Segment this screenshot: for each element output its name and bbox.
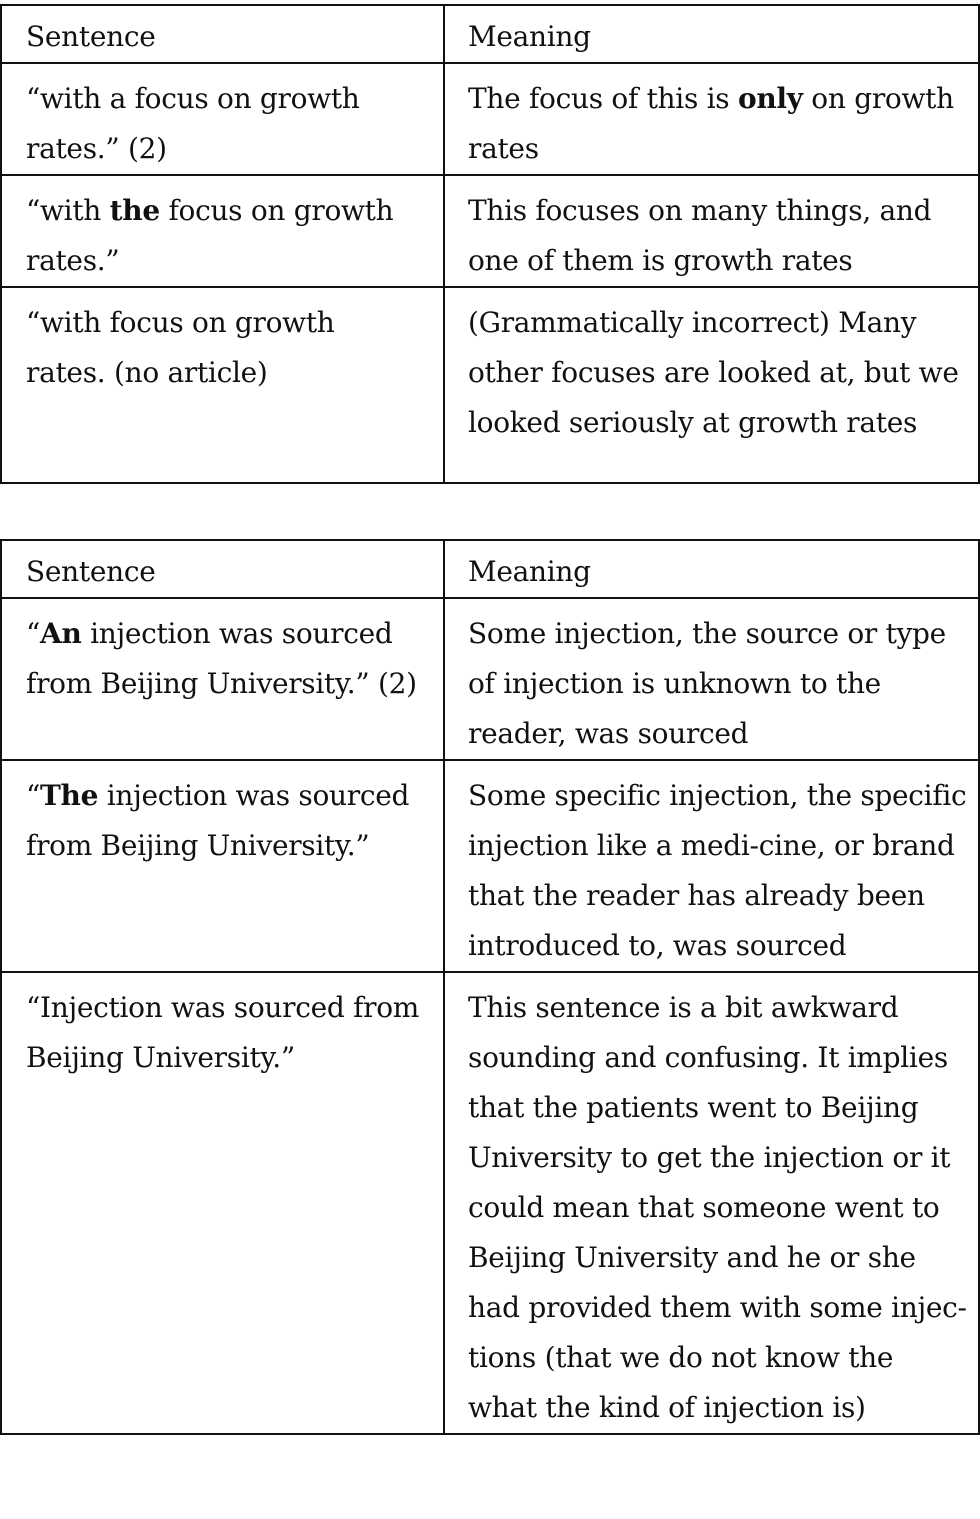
table-header-row xyxy=(1,540,979,598)
cell-text: “Injection was sourced from Beijing University.” xyxy=(26,991,420,1074)
emphasis-text: only xyxy=(737,82,803,115)
cell-text: injection was sourced from Beijing University.” (2) xyxy=(26,617,417,700)
sentence-cell xyxy=(1,760,444,972)
cell-text: focus on growth rates.” xyxy=(26,194,394,277)
meaning-cell xyxy=(444,175,979,287)
meaning-cell xyxy=(444,760,979,972)
meaning-cell xyxy=(444,972,979,1434)
emphasis-text: The xyxy=(40,779,99,812)
meaning-cell xyxy=(444,63,979,175)
articles-table-growth-rates xyxy=(0,4,980,484)
cell-text: “with focus on growth rates. (no article) xyxy=(26,306,335,389)
cell-text: The focus of this is xyxy=(468,82,738,115)
table-row xyxy=(1,287,979,483)
sentence-cell xyxy=(1,972,444,1434)
table-row xyxy=(1,175,979,287)
cell-text: Some specific injection, the specific injection like a medi-cine, or brand that the reader has already been introduced to, was sourced xyxy=(468,779,967,962)
table-row xyxy=(1,63,979,175)
cell-text: injection was sourced from Beijing University.” xyxy=(26,779,410,862)
cell-text: on growth rates xyxy=(468,82,954,165)
meaning-cell xyxy=(444,287,979,483)
cell-text: “with xyxy=(26,194,110,227)
table-row xyxy=(1,760,979,972)
cell-text: This focuses on many things, and one of them is growth rates xyxy=(468,194,932,277)
sentence-cell xyxy=(1,287,444,483)
sentence-cell xyxy=(1,598,444,760)
table-header-row xyxy=(1,5,979,63)
meaning-cell xyxy=(444,598,979,760)
cell-text: This sentence is a bit awkward sounding and confusing. It implies that the patients went to Beijing University to get the injection or it could mean that someone went to Beijing University and he or she had provided them with some injec-tions (that we do not know the what the kind of injection is) xyxy=(468,991,967,1424)
emphasis-text: An xyxy=(40,617,82,650)
table-row xyxy=(1,598,979,760)
sentence-cell xyxy=(1,63,444,175)
articles-table-injection xyxy=(0,539,980,1435)
cell-text: Some injection, the source or type of injection is unknown to the reader, was sourced xyxy=(468,617,946,750)
header-sentence: Sentence xyxy=(1,5,444,63)
header-meaning: Meaning xyxy=(444,540,979,598)
header-sentence: Sentence xyxy=(1,540,444,598)
emphasis-text: the xyxy=(109,194,160,227)
cell-text: “ xyxy=(26,779,41,812)
table-row xyxy=(1,972,979,1434)
cell-text: (Grammatically incorrect) Many other focuses are looked at, but we looked seriously at growth rates xyxy=(468,306,959,439)
cell-text: “ xyxy=(26,617,41,650)
header-meaning: Meaning xyxy=(444,5,979,63)
sentence-cell xyxy=(1,175,444,287)
cell-text: “with a focus on growth rates.” (2) xyxy=(26,82,360,165)
